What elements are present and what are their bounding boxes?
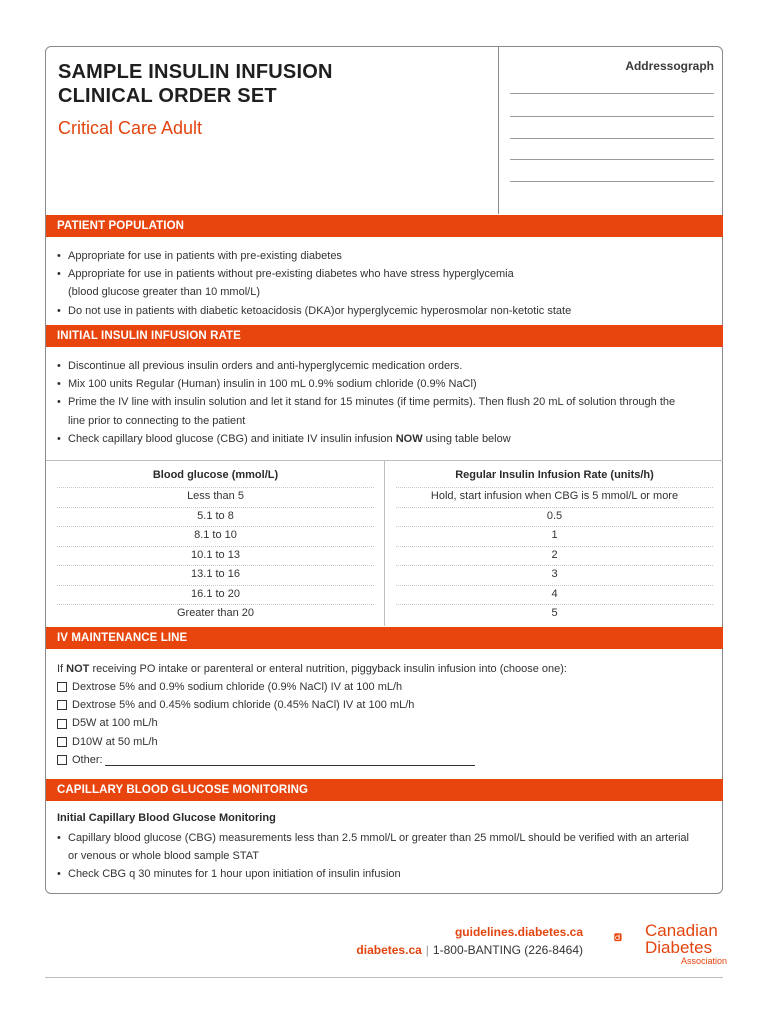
addressograph-line-1[interactable] <box>510 93 714 94</box>
now-emphasis: NOW <box>395 432 423 445</box>
table-cell-glucose: 10.1 to 13 <box>191 548 240 561</box>
title-line-2: CLINICAL ORDER SET <box>58 85 277 107</box>
table-cell-rate: 5 <box>551 607 558 619</box>
checkbox[interactable] <box>57 700 67 710</box>
guidelines-link[interactable]: guidelines.diabetes.ca <box>454 925 583 939</box>
iv-maintenance-intro: If NOT receiving PO intake or parenteral or enteral nutrition, piggyback insulin infusion into (choose one): <box>57 663 567 675</box>
table-column-divider <box>384 461 385 626</box>
logo-line-1: Canadian <box>645 921 718 940</box>
header-divider <box>498 47 499 214</box>
logo-line-3: Association <box>680 956 727 966</box>
table-cell-glucose: Greater than 20 <box>176 607 255 619</box>
section-header-cbg-monitoring: CAPILLARY BLOOD GLUCOSE MONITORING <box>46 779 723 801</box>
checkbox[interactable] <box>57 719 67 729</box>
iv-options-list <box>57 678 475 769</box>
initial-rate-list <box>57 357 712 448</box>
addressograph-line-4[interactable] <box>510 159 714 160</box>
footer-contact <box>356 943 583 957</box>
addressograph-line-3[interactable] <box>510 138 714 139</box>
site-link[interactable]: diabetes.ca <box>356 943 422 957</box>
section-header-iv-maintenance: IV MAINTENANCE LINE <box>46 627 723 649</box>
footer-separator: | <box>425 943 429 957</box>
table-header-rate: Regular Insulin Infusion Rate (units/h) <box>455 469 654 481</box>
iv-option[interactable]: Dextrose 5% and 0.9% sodium chloride (0.9% NaCl) IV at 100 mL/h <box>57 678 475 696</box>
table-cell-rate: 0.5 <box>546 509 563 522</box>
cbg-list <box>57 829 712 884</box>
patient-population-list <box>57 247 712 320</box>
other-input-line[interactable] <box>105 753 475 766</box>
list-item: • Do not use in patients with diabetic ketoacidosis (DKA)or hyperglycemic hyperosmolar non-ketotic state <box>57 302 712 320</box>
list-item: • Discontinue all previous insulin orders and anti-hyperglycemic medication orders. <box>57 357 712 375</box>
checkbox[interactable] <box>57 755 67 765</box>
section-header-initial-rate: INITIAL INSULIN INFUSION RATE <box>46 325 723 347</box>
list-item: • Appropriate for use in patients without pre-existing diabetes who have stress hyperglycemia (blood glucose greater than 10 mmol/L) <box>57 265 712 301</box>
list-item: • Check CBG q 30 minutes for 1 hour upon initiation of insulin infusion <box>57 865 712 883</box>
checkbox[interactable] <box>57 682 67 692</box>
table-cell-rate: Hold, start infusion when CBG is 5 mmol/L or more <box>430 490 679 502</box>
table-header-glucose: Blood glucose (mmol/L) <box>152 469 279 481</box>
iv-option[interactable]: Dextrose 5% and 0.45% sodium chloride (0.45% NaCl) IV at 100 mL/h <box>57 696 475 714</box>
logo-line-2: Diabetes <box>645 938 713 957</box>
table-cell-glucose: 5.1 to 8 <box>197 509 234 522</box>
page-title <box>58 60 333 108</box>
table-cell-glucose: 8.1 to 10 <box>194 529 237 541</box>
list-item: • Check capillary blood glucose (CBG) and initiate IV insulin infusion NOW using table below <box>57 430 712 448</box>
form-header <box>46 47 498 214</box>
table-cell-rate: 2 <box>551 548 558 561</box>
table-cell-glucose: Less than 5 <box>187 490 244 502</box>
table-cell-rate: 1 <box>551 529 558 541</box>
table-cell-rate: 3 <box>551 568 558 580</box>
title-line-1: SAMPLE INSULIN INFUSION <box>58 61 333 83</box>
table-cell-glucose: 16.1 to 20 <box>191 587 240 600</box>
iv-option[interactable]: D5W at 100 mL/h <box>57 714 475 732</box>
not-emphasis: NOT <box>66 663 90 675</box>
section-header-patient-population: PATIENT POPULATION <box>46 215 723 237</box>
addressograph-label: Addressograph <box>625 59 714 73</box>
addressograph-line-5[interactable] <box>510 181 714 182</box>
addressograph-line-2[interactable] <box>510 116 714 117</box>
list-item: • Appropriate for use in patients with pre-existing diabetes <box>57 247 712 265</box>
table-cell-glucose: 13.1 to 16 <box>191 568 240 580</box>
cbg-subheading: Initial Capillary Blood Glucose Monitoring <box>57 812 276 824</box>
cda-logo-icon <box>614 923 644 955</box>
list-item: • Mix 100 units Regular (Human) insulin in 100 mL 0.9% sodium chloride (0.9% NaCl) <box>57 375 712 393</box>
iv-option[interactable]: D10W at 50 mL/h <box>57 733 475 751</box>
iv-option-other[interactable]: Other: <box>57 751 475 769</box>
list-item: • Capillary blood glucose (CBG) measurements less than 2.5 mmol/L or greater than 25 mmol/L should be verified with an arterial or venous or whole blood sample STAT <box>57 829 712 865</box>
footer-rule <box>45 977 723 978</box>
table-cell-rate: 4 <box>551 587 558 600</box>
cda-logo-text <box>645 922 727 966</box>
phone-number: 1-800-BANTING (226-8464) <box>432 943 583 957</box>
checkbox[interactable] <box>57 737 67 747</box>
list-item: • Prime the IV line with insulin solution and let it stand for 15 minutes (if time permits). Then flush 20 mL of solution through the line prior to connecting to the patient <box>57 393 712 429</box>
page-subtitle: Critical Care Adult <box>58 118 203 138</box>
